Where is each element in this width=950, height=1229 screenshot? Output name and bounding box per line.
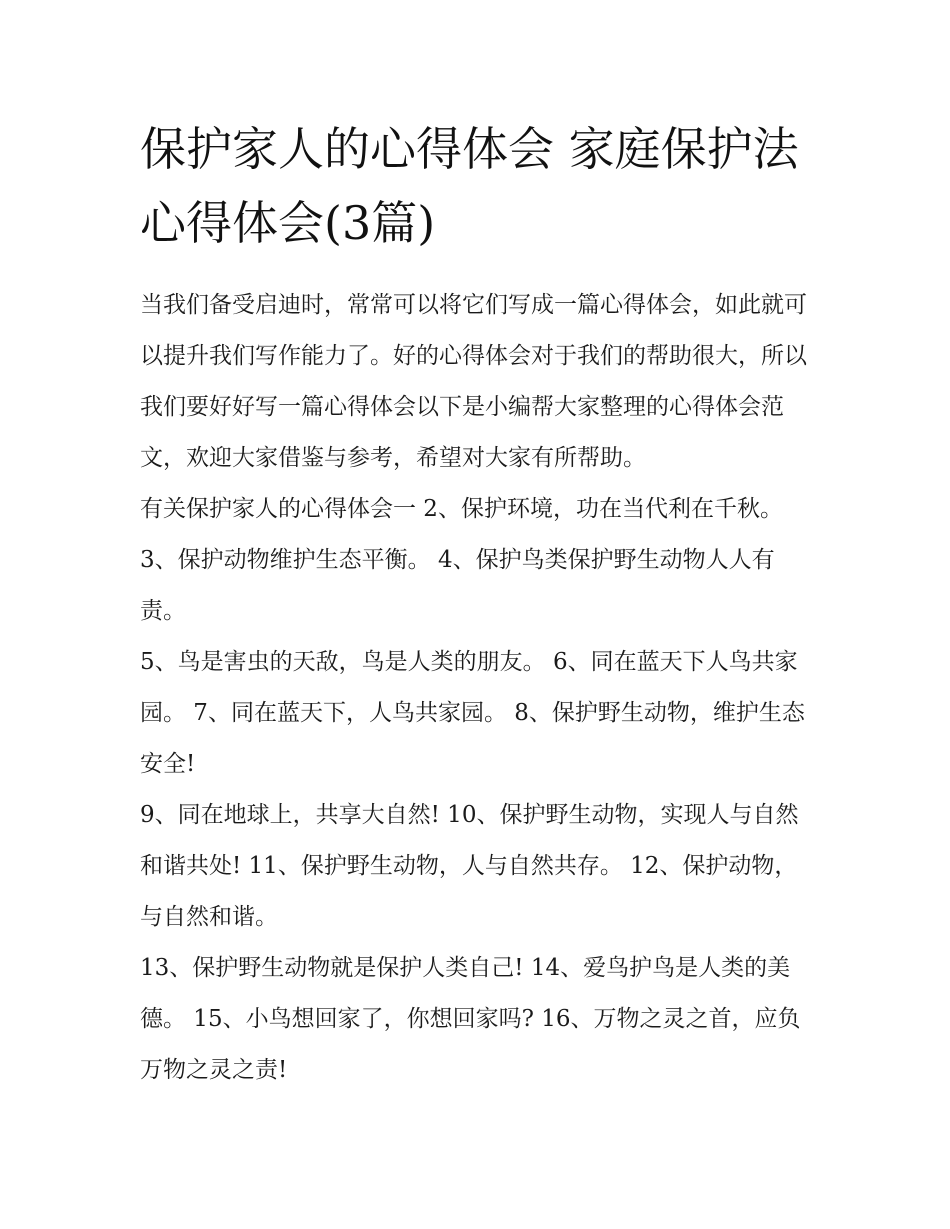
paragraph-slogans-2: 5、鸟是害虫的天敌，鸟是人类的朋友。 6、同在蓝天下人鸟共家园。 7、同在蓝天下，人鸟共家园。 8、保护野生动物，维护生态安全! (140, 649, 805, 777)
paragraph-intro: 当我们备受启迪时，常常可以将它们写成一篇心得体会，如此就可以提升我们写作能力了。好的心得体会对于我们的帮助很大，所以我们要好好写一篇心得体会以下是小编帮大家整理的心得体会范文，欢迎大家借鉴与参考，希望对大家有所帮助。 (140, 292, 807, 471)
paragraph-slogans-3: 9、同在地球上，共享大自然! 10、保护野生动物，实现人与自然和谐共处! 11、保护野生动物，人与自然共存。 12、保护动物，与自然和谐。 (140, 802, 799, 930)
paragraph-slogans-4: 13、保护野生动物就是保护人类自己! 14、爱鸟护鸟是人类的美德。 15、小鸟想回家了，你想回家吗? 16、万物之灵之首，应负万物之灵之责! (140, 955, 801, 1083)
document-title: 保护家人的心得体会 家庭保护法心得体会(3篇) (140, 122, 799, 250)
paragraph-slogans-1: 有关保护家人的心得体会一 2、保护环境，功在当代利在千秋。 3、保护动物维护生态平衡。 4、保护鸟类保护野生动物人人有责。 (140, 496, 783, 624)
document-body (140, 112, 816, 1096)
